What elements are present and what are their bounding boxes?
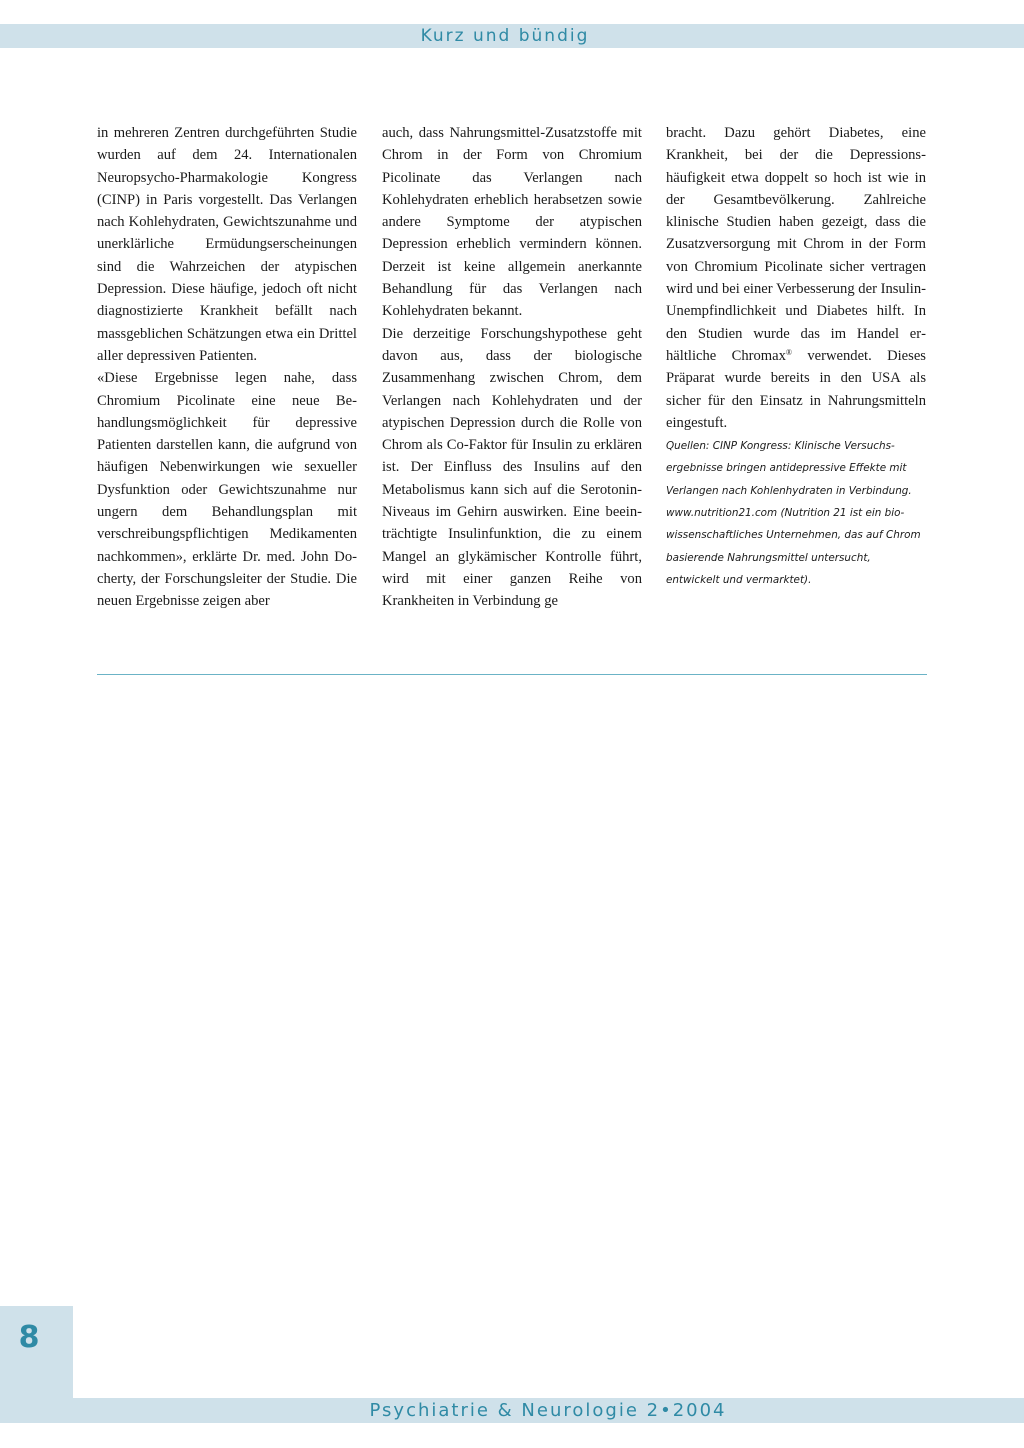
paragraph-text: verwendet. Dieses Präparat wurde bereits in den USA als sicher für den Einsatz in Nahrungsmitteln eingestuft.	[666, 347, 926, 431]
header-band	[0, 24, 1024, 48]
article-column-3	[666, 122, 926, 591]
paragraph	[666, 122, 926, 434]
article-column-1	[97, 122, 357, 613]
paragraph: Die derzeitige Forschungshypothese geht davon aus, dass der biologische Zusammenhang zwischen Chrom, dem Verlangen nach Kohlehydraten und der atypischen Depression durch die Rolle von Chrom als Co-Faktor für Insulin zu erklären ist. Der Einfluss des Insulins auf den Metabolismus kann sich auf die Serotonin-Niveaus im Gehirn auswirken. Eine beeinträchtigte Insulinfunktion, die zu einem Mangel an glykämischer Kontrolle führt, wird mit einer ganzen Reihe von Krankheiten in Verbindung ge	[382, 325, 642, 610]
journal-name: Psychiatrie & Neurologie 2•2004	[369, 1400, 727, 1421]
paragraph: «Diese Ergebnisse legen nahe, dass Chromium Picolinate eine neue Behandlungsmöglichkeit für depressive Patienten darstellen kann, die aufgrund von häufigen Nebenwirkungen wie sexueller Dysfunktion oder Gewichtszunahme nur ungern dem Behandlungsplan mit verschreibungspflichtigen Medikamenten nachkommen», erklärte Dr. med. John Docherty, der Forschungsleiter der Studie. Die neuen Ergebnisse zeigen aber	[97, 370, 357, 610]
registered-mark: ®	[785, 347, 792, 357]
footer-band	[0, 1398, 1024, 1423]
page-number: 8	[18, 1320, 40, 1355]
article-column-2	[382, 122, 642, 613]
page-number-box	[0, 1306, 73, 1398]
sources-note: Quellen: CINP Kongress: Klinische Versuchsergebnisse bringen antidepressive Effekte mit Verlangen nach Kohlenhydraten in Verbindung. www.nutrition21.com (Nutrition 21 ist ein biowissenschaftliches Unternehmen, das auf Chrom basierende Nahrungsmittel untersucht, entwickelt und vermarktet).	[666, 440, 921, 586]
paragraph: in mehreren Zentren durchgeführten Studie wurden auf dem 24. Internationalen Neuropsycho-Pharmakologie Kongress (CINP) in Paris vorgestellt. Das Verlangen nach Kohlehydraten, Gewichtszunahme und unerklärliche Ermüdungserscheinungen sind die Wahrzeichen der atypischen Depression. Diese häufige, jedoch oft nicht diagnostizierte Krankheit befällt nach massgeblichen Schätzungen etwa ein Drittel aller depressiven Patienten.	[97, 125, 357, 364]
paragraph: auch, dass Nahrungsmittel-Zusatzstoffe mit Chrom in der Form von Chromium Picolinate das Verlangen nach Kohlehydraten erheblich herabsetzen sowie andere Symptome der atypischen Depression erheblich vermindern können. Derzeit ist keine allgemein anerkannte Behandlung für das Verlangen nach Kohlehydraten bekannt.	[382, 125, 642, 320]
paragraph-text: bracht. Dazu gehört Diabetes, eine Krankheit, bei der die Depressionshäufigkeit etwa doppelt so hoch ist wie in der Gesamtbevölkerung. Zahlreiche klinische Studien haben gezeigt, dass die Zusatzversorgung mit Chrom in der Form von Chromium Picolinate sicher vertragen wird und bei einer Verbesserung der Insulin-Unempfindlichkeit und Diabetes hilft. In den Studien wurde das im Handel erhältliche Chromax	[666, 125, 926, 364]
divider-rule	[97, 674, 927, 675]
section-title: Kurz und bündig	[420, 26, 590, 46]
